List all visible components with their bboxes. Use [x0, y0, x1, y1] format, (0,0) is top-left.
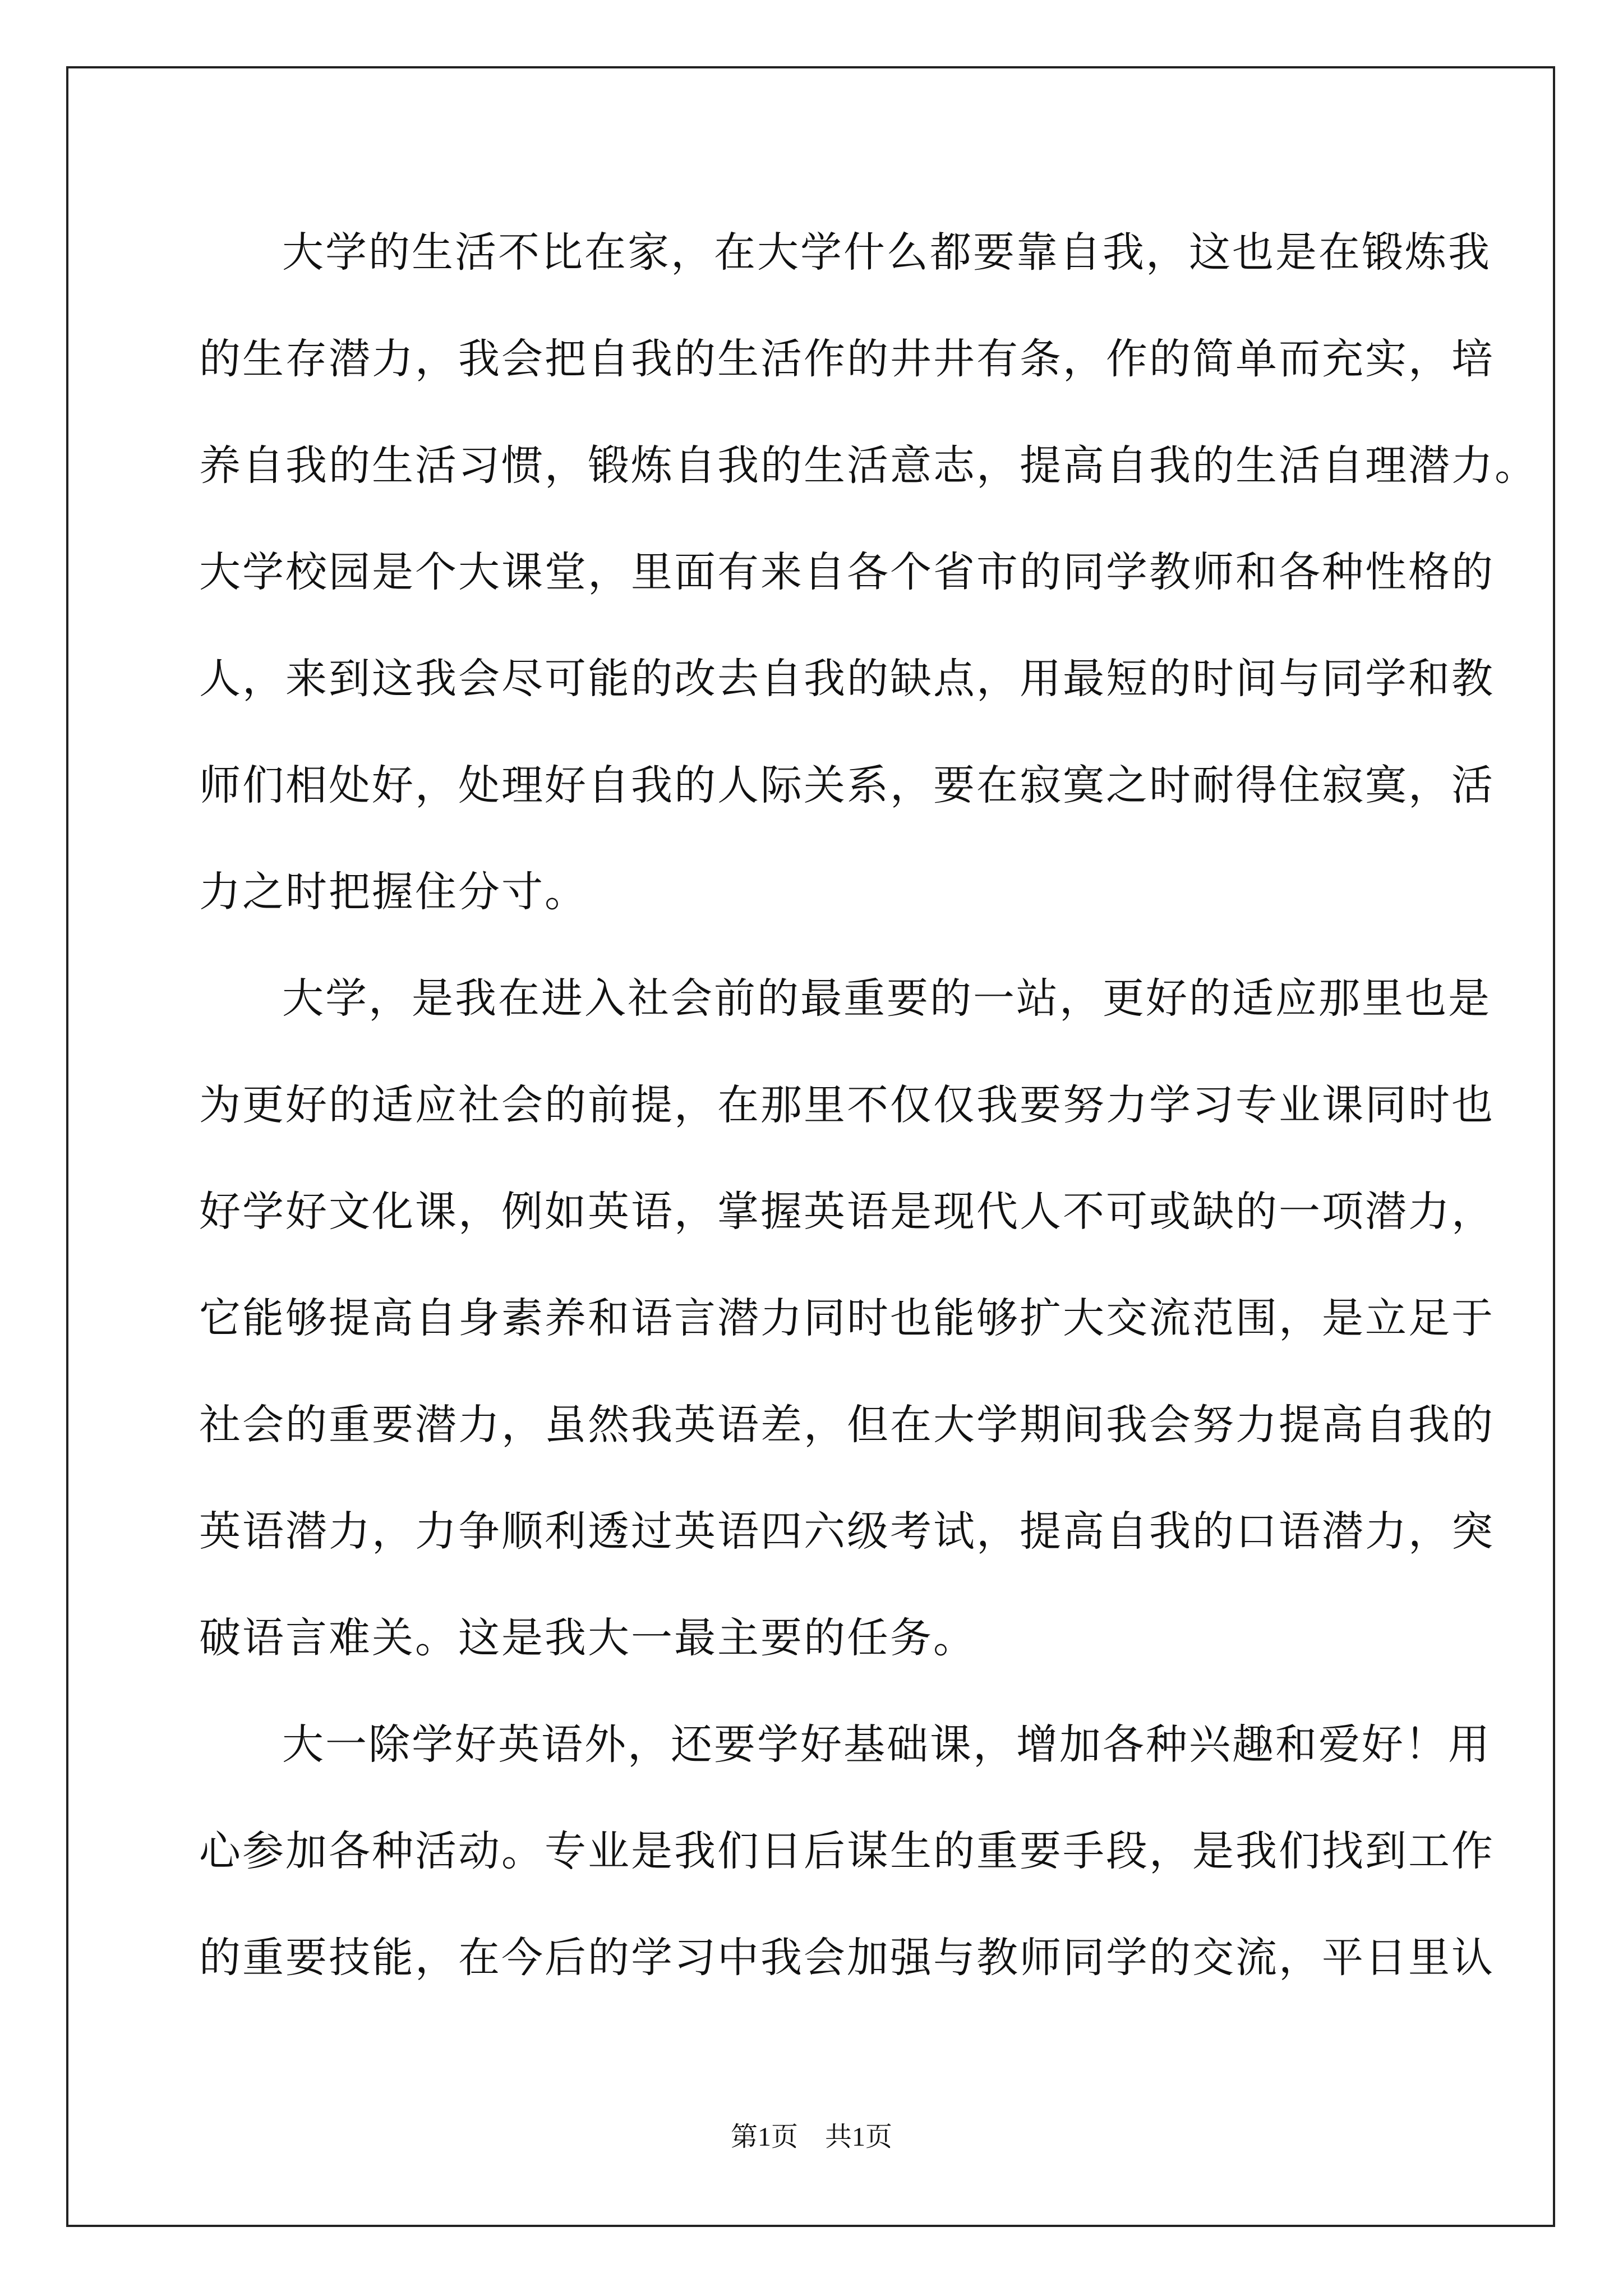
paragraph-2-line-7: 破语言难关。这是我大一最主要的任务。 — [199, 1614, 976, 1662]
paragraph-1-line-7: 力之时把握住分寸。 — [199, 868, 588, 916]
paragraph-1-line-5: 人，来到这我会尽可能的改去自我的缺点，用最短的时间与同学和教 — [199, 655, 1495, 703]
paragraph-2-line-1: 大学，是我在进入社会前的最重要的一站，更好的适应那里也是 — [282, 974, 1491, 1023]
paragraph-2-line-4: 它能够提高自身素养和语言潜力同时也能够扩大交流范围，是立足于 — [199, 1294, 1495, 1342]
paragraph-2-line-5: 社会的重要潜力，虽然我英语差，但在大学期间我会努力提高自我的 — [199, 1401, 1495, 1449]
page-border — [66, 66, 1555, 2227]
paragraph-3-line-3: 的重要技能，在今后的学习中我会加强与教师同学的交流，平日里认 — [199, 1934, 1495, 1982]
paragraph-2-line-6: 英语潜力，力争顺利透过英语四六级考试，提高自我的口语潜力，突 — [199, 1507, 1495, 1556]
paragraph-2-line-3: 好学好文化课，例如英语，掌握英语是现代人不可或缺的一项潜力， — [199, 1188, 1495, 1236]
paragraph-1-line-3: 养自我的生活习惯，锻炼自我的生活意志，提高自我的生活自理潜力。 — [199, 441, 1538, 490]
page-number-footer: 第1页 共1页 — [730, 2122, 892, 2152]
paragraph-2-line-2: 为更好的适应社会的前提，在那里不仅仅我要努力学习专业课同时也 — [199, 1081, 1495, 1129]
paragraph-3-line-1: 大一除学好英语外，还要学好基础课，增加各种兴趣和爱好！用 — [282, 1720, 1491, 1769]
paragraph-3-line-2: 心参加各种活动。专业是我们日后谋生的重要手段，是我们找到工作 — [199, 1827, 1495, 1875]
paragraph-1-line-1: 大学的生活不比在家，在大学什么都要靠自我，这也是在锻炼我 — [282, 228, 1491, 277]
paragraph-1-line-6: 师们相处好，处理好自我的人际关系，要在寂寞之时耐得住寂寞，活 — [199, 761, 1495, 809]
paragraph-1-line-4: 大学校园是个大课堂，里面有来自各个省市的同学教师和各种性格的 — [199, 548, 1495, 596]
paragraph-1-line-2: 的生存潜力，我会把自我的生活作的井井有条，作的简单而充实，培 — [199, 335, 1495, 383]
